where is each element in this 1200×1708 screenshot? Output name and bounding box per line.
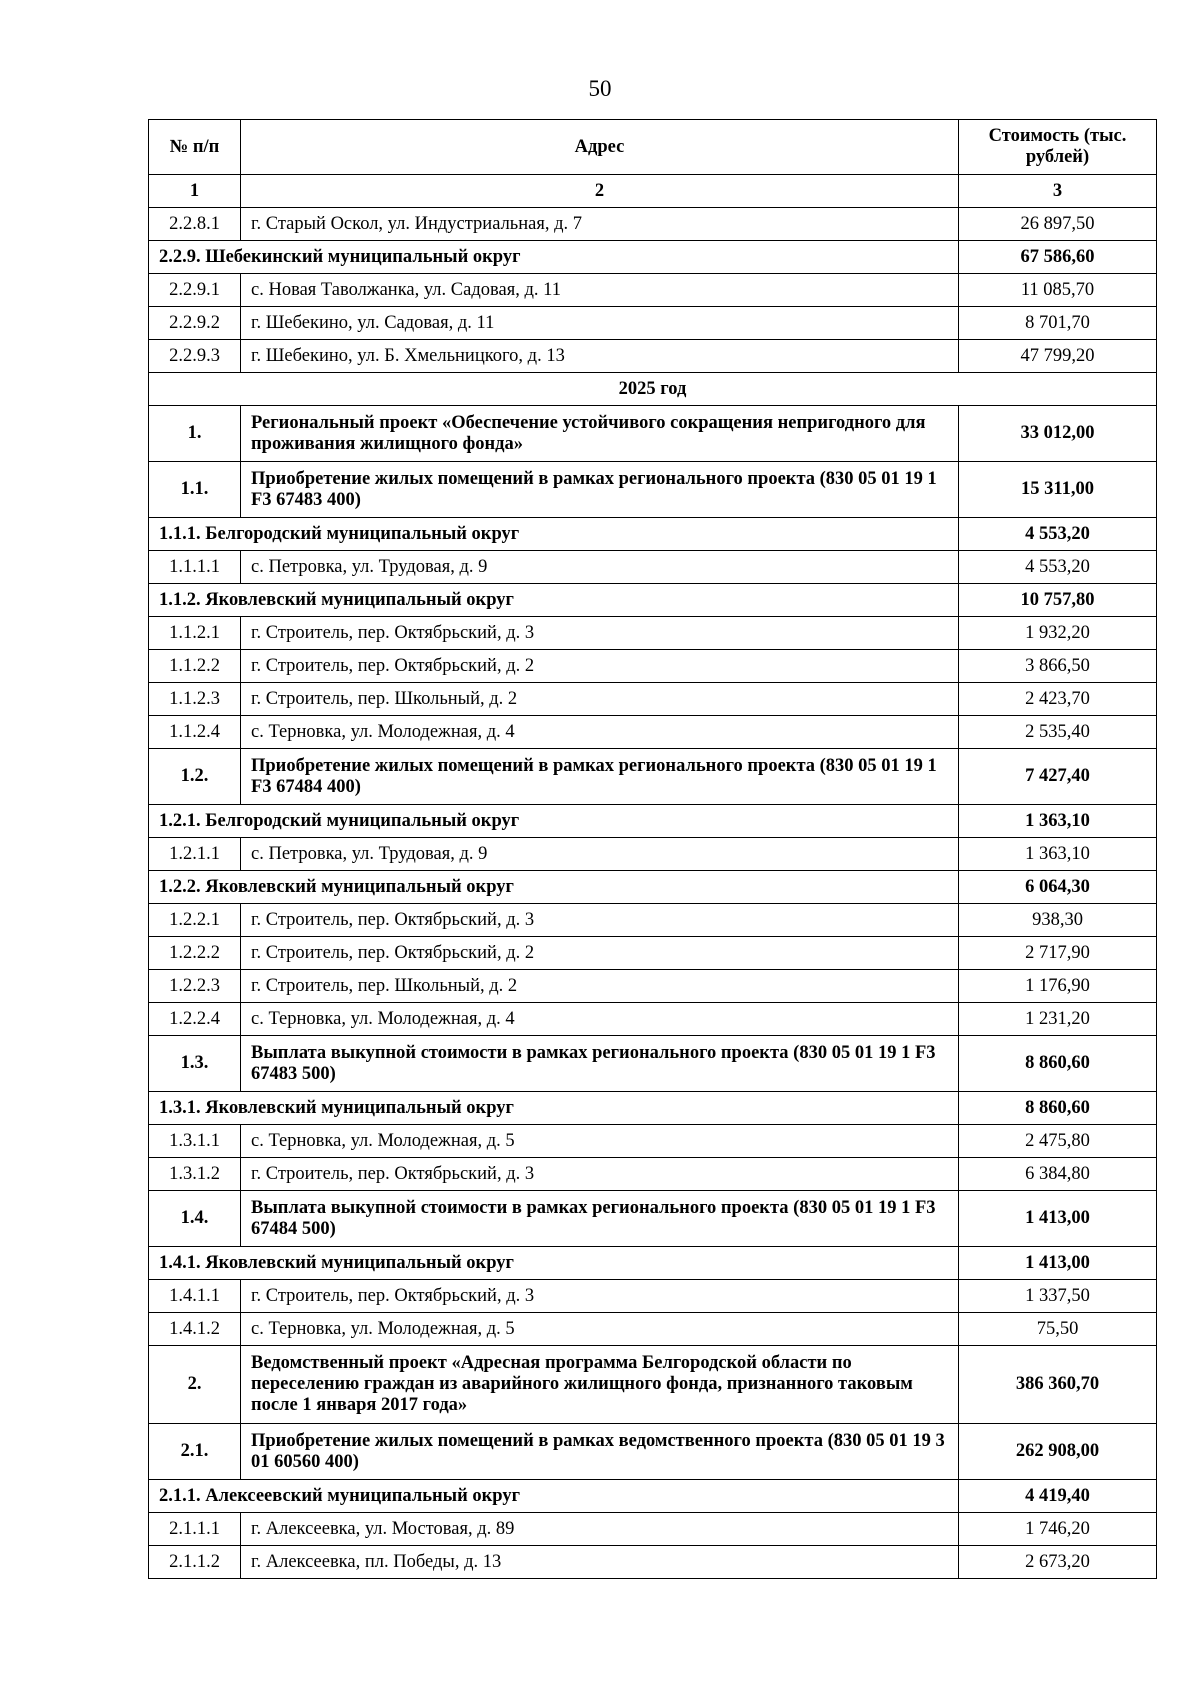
row-number: 2.2.9.3 bbox=[149, 340, 241, 373]
row-project-title: Приобретение жилых помещений в рамках ведомственного проекта (830 05 01 19 3 01 60560 400) bbox=[241, 1424, 959, 1480]
district-name: 2.2.9. Шебекинский муниципальный округ bbox=[149, 241, 959, 274]
row-address: г. Строитель, пер. Октябрьский, д. 3 bbox=[241, 1158, 959, 1191]
district-cost: 1 413,00 bbox=[959, 1247, 1157, 1280]
column-number-1: 1 bbox=[149, 175, 241, 208]
row-number: 2.1. bbox=[149, 1424, 241, 1480]
row-cost: 3 866,50 bbox=[959, 650, 1157, 683]
row-address: с. Терновка, ул. Молодежная, д. 5 bbox=[241, 1313, 959, 1346]
district-cost: 8 860,60 bbox=[959, 1092, 1157, 1125]
table-row bbox=[149, 937, 1157, 970]
project-row bbox=[149, 749, 1157, 805]
row-project-title: Приобретение жилых помещений в рамках регионального проекта (830 05 01 19 1 F3 67484 400) bbox=[241, 749, 959, 805]
district-cost: 1 363,10 bbox=[959, 805, 1157, 838]
row-project-title: Приобретение жилых помещений в рамках регионального проекта (830 05 01 19 1 F3 67483 400) bbox=[241, 462, 959, 518]
row-number: 1.1.2.3 bbox=[149, 683, 241, 716]
district-cost: 4 419,40 bbox=[959, 1480, 1157, 1513]
row-address: с. Петровка, ул. Трудовая, д. 9 bbox=[241, 551, 959, 584]
column-number-row bbox=[149, 175, 1157, 208]
address-cost-table bbox=[148, 119, 1157, 1579]
row-cost: 8 701,70 bbox=[959, 307, 1157, 340]
district-cost: 67 586,60 bbox=[959, 241, 1157, 274]
district-name: 1.1.2. Яковлевский муниципальный округ bbox=[149, 584, 959, 617]
row-project-title: Ведомственный проект «Адресная программа Белгородской области по переселению граждан из аварийного жилищного фонда, признанного таковым после 1 января 2017 года» bbox=[241, 1346, 959, 1424]
row-number: 1.2. bbox=[149, 749, 241, 805]
row-number: 2.2.9.1 bbox=[149, 274, 241, 307]
project-row bbox=[149, 1424, 1157, 1480]
table-row bbox=[149, 1313, 1157, 1346]
row-number: 1.2.2.1 bbox=[149, 904, 241, 937]
row-number: 1.1.2.2 bbox=[149, 650, 241, 683]
table-row bbox=[149, 1546, 1157, 1579]
row-number: 1.3.1.2 bbox=[149, 1158, 241, 1191]
project-row bbox=[149, 1036, 1157, 1092]
table-row bbox=[149, 1513, 1157, 1546]
project-row bbox=[149, 1346, 1157, 1424]
column-number-3: 3 bbox=[959, 175, 1157, 208]
row-address: г. Алексеевка, пл. Победы, д. 13 bbox=[241, 1546, 959, 1579]
row-cost: 2 535,40 bbox=[959, 716, 1157, 749]
row-number: 1.3. bbox=[149, 1036, 241, 1092]
row-number: 1.1.2.4 bbox=[149, 716, 241, 749]
district-subtotal-row bbox=[149, 1092, 1157, 1125]
row-cost: 2 717,90 bbox=[959, 937, 1157, 970]
table-header-row bbox=[149, 120, 1157, 175]
row-address: г. Строитель, пер. Октябрьский, д. 3 bbox=[241, 1280, 959, 1313]
row-number: 1.4.1.1 bbox=[149, 1280, 241, 1313]
district-subtotal-row bbox=[149, 241, 1157, 274]
row-cost: 2 475,80 bbox=[959, 1125, 1157, 1158]
row-number: 1.1.2.1 bbox=[149, 617, 241, 650]
district-subtotal-row bbox=[149, 584, 1157, 617]
district-cost: 10 757,80 bbox=[959, 584, 1157, 617]
row-cost: 2 423,70 bbox=[959, 683, 1157, 716]
row-address: г. Шебекино, ул. Б. Хмельницкого, д. 13 bbox=[241, 340, 959, 373]
table-row bbox=[149, 1003, 1157, 1036]
row-address: с. Терновка, ул. Молодежная, д. 4 bbox=[241, 716, 959, 749]
row-address: г. Строитель, пер. Октябрьский, д. 2 bbox=[241, 937, 959, 970]
district-cost: 4 553,20 bbox=[959, 518, 1157, 551]
table-row bbox=[149, 838, 1157, 871]
district-subtotal-row bbox=[149, 1480, 1157, 1513]
row-address: с. Терновка, ул. Молодежная, д. 4 bbox=[241, 1003, 959, 1036]
row-project-title: Выплата выкупной стоимости в рамках регионального проекта (830 05 01 19 1 F3 67483 500) bbox=[241, 1036, 959, 1092]
row-number: 1.2.2.3 bbox=[149, 970, 241, 1003]
row-project-title: Региональный проект «Обеспечение устойчивого сокращения непригодного для проживания жилищного фонда» bbox=[241, 406, 959, 462]
table-row bbox=[149, 208, 1157, 241]
table-row bbox=[149, 904, 1157, 937]
year-heading: 2025 год bbox=[149, 373, 1157, 406]
row-cost: 11 085,70 bbox=[959, 274, 1157, 307]
row-number: 1.2.1.1 bbox=[149, 838, 241, 871]
row-cost: 33 012,00 bbox=[959, 406, 1157, 462]
district-name: 2.1.1. Алексеевский муниципальный округ bbox=[149, 1480, 959, 1513]
project-row bbox=[149, 406, 1157, 462]
row-number: 1.4. bbox=[149, 1191, 241, 1247]
table-row bbox=[149, 1125, 1157, 1158]
row-address: с. Новая Таволжанка, ул. Садовая, д. 11 bbox=[241, 274, 959, 307]
row-number: 2.2.9.2 bbox=[149, 307, 241, 340]
row-number: 1.1.1.1 bbox=[149, 551, 241, 584]
table-row bbox=[149, 340, 1157, 373]
row-address: г. Строитель, пер. Школьный, д. 2 bbox=[241, 970, 959, 1003]
year-heading-row bbox=[149, 373, 1157, 406]
table-row bbox=[149, 617, 1157, 650]
header-number: № п/п bbox=[149, 120, 241, 175]
row-number: 1.1. bbox=[149, 462, 241, 518]
table-row bbox=[149, 274, 1157, 307]
table-row bbox=[149, 716, 1157, 749]
row-number: 1.2.2.4 bbox=[149, 1003, 241, 1036]
row-project-title: Выплата выкупной стоимости в рамках регионального проекта (830 05 01 19 1 F3 67484 500) bbox=[241, 1191, 959, 1247]
district-name: 1.3.1. Яковлевский муниципальный округ bbox=[149, 1092, 959, 1125]
row-number: 2. bbox=[149, 1346, 241, 1424]
row-cost: 262 908,00 bbox=[959, 1424, 1157, 1480]
row-cost: 386 360,70 bbox=[959, 1346, 1157, 1424]
row-cost: 1 231,20 bbox=[959, 1003, 1157, 1036]
row-number: 2.1.1.2 bbox=[149, 1546, 241, 1579]
row-cost: 938,30 bbox=[959, 904, 1157, 937]
table-row bbox=[149, 683, 1157, 716]
row-cost: 26 897,50 bbox=[959, 208, 1157, 241]
row-cost: 6 384,80 bbox=[959, 1158, 1157, 1191]
table-row bbox=[149, 307, 1157, 340]
table-row bbox=[149, 1158, 1157, 1191]
header-cost: Стоимость (тыс. рублей) bbox=[959, 120, 1157, 175]
row-number: 1.3.1.1 bbox=[149, 1125, 241, 1158]
row-cost: 15 311,00 bbox=[959, 462, 1157, 518]
row-cost: 7 427,40 bbox=[959, 749, 1157, 805]
row-address: г. Алексеевка, ул. Мостовая, д. 89 bbox=[241, 1513, 959, 1546]
row-cost: 1 176,90 bbox=[959, 970, 1157, 1003]
project-row bbox=[149, 462, 1157, 518]
row-address: г. Строитель, пер. Октябрьский, д. 3 bbox=[241, 904, 959, 937]
row-cost: 8 860,60 bbox=[959, 1036, 1157, 1092]
district-subtotal-row bbox=[149, 871, 1157, 904]
district-subtotal-row bbox=[149, 805, 1157, 838]
table-row bbox=[149, 650, 1157, 683]
row-cost: 1 413,00 bbox=[959, 1191, 1157, 1247]
district-subtotal-row bbox=[149, 518, 1157, 551]
row-cost: 4 553,20 bbox=[959, 551, 1157, 584]
row-cost: 1 337,50 bbox=[959, 1280, 1157, 1313]
page-number: 50 bbox=[588, 76, 612, 101]
row-address: с. Терновка, ул. Молодежная, д. 5 bbox=[241, 1125, 959, 1158]
row-cost: 1 363,10 bbox=[959, 838, 1157, 871]
table-row bbox=[149, 970, 1157, 1003]
column-number-2: 2 bbox=[241, 175, 959, 208]
row-cost: 1 746,20 bbox=[959, 1513, 1157, 1546]
district-subtotal-row bbox=[149, 1247, 1157, 1280]
row-address: г. Строитель, пер. Октябрьский, д. 3 bbox=[241, 617, 959, 650]
project-row bbox=[149, 1191, 1157, 1247]
header-address: Адрес bbox=[241, 120, 959, 175]
district-name: 1.2.1. Белгородский муниципальный округ bbox=[149, 805, 959, 838]
row-number: 1.2.2.2 bbox=[149, 937, 241, 970]
row-number: 2.2.8.1 bbox=[149, 208, 241, 241]
row-cost: 75,50 bbox=[959, 1313, 1157, 1346]
row-cost: 1 932,20 bbox=[959, 617, 1157, 650]
row-cost: 47 799,20 bbox=[959, 340, 1157, 373]
row-cost: 2 673,20 bbox=[959, 1546, 1157, 1579]
row-number: 1. bbox=[149, 406, 241, 462]
row-address: г. Шебекино, ул. Садовая, д. 11 bbox=[241, 307, 959, 340]
table-row bbox=[149, 1280, 1157, 1313]
district-cost: 6 064,30 bbox=[959, 871, 1157, 904]
row-number: 2.1.1.1 bbox=[149, 1513, 241, 1546]
row-address: г. Строитель, пер. Октябрьский, д. 2 bbox=[241, 650, 959, 683]
row-address: г. Строитель, пер. Школьный, д. 2 bbox=[241, 683, 959, 716]
row-address: г. Старый Оскол, ул. Индустриальная, д. 7 bbox=[241, 208, 959, 241]
district-name: 1.2.2. Яковлевский муниципальный округ bbox=[149, 871, 959, 904]
district-name: 1.1.1. Белгородский муниципальный округ bbox=[149, 518, 959, 551]
district-name: 1.4.1. Яковлевский муниципальный округ bbox=[149, 1247, 959, 1280]
row-address: с. Петровка, ул. Трудовая, д. 9 bbox=[241, 838, 959, 871]
table-row bbox=[149, 551, 1157, 584]
row-number: 1.4.1.2 bbox=[149, 1313, 241, 1346]
